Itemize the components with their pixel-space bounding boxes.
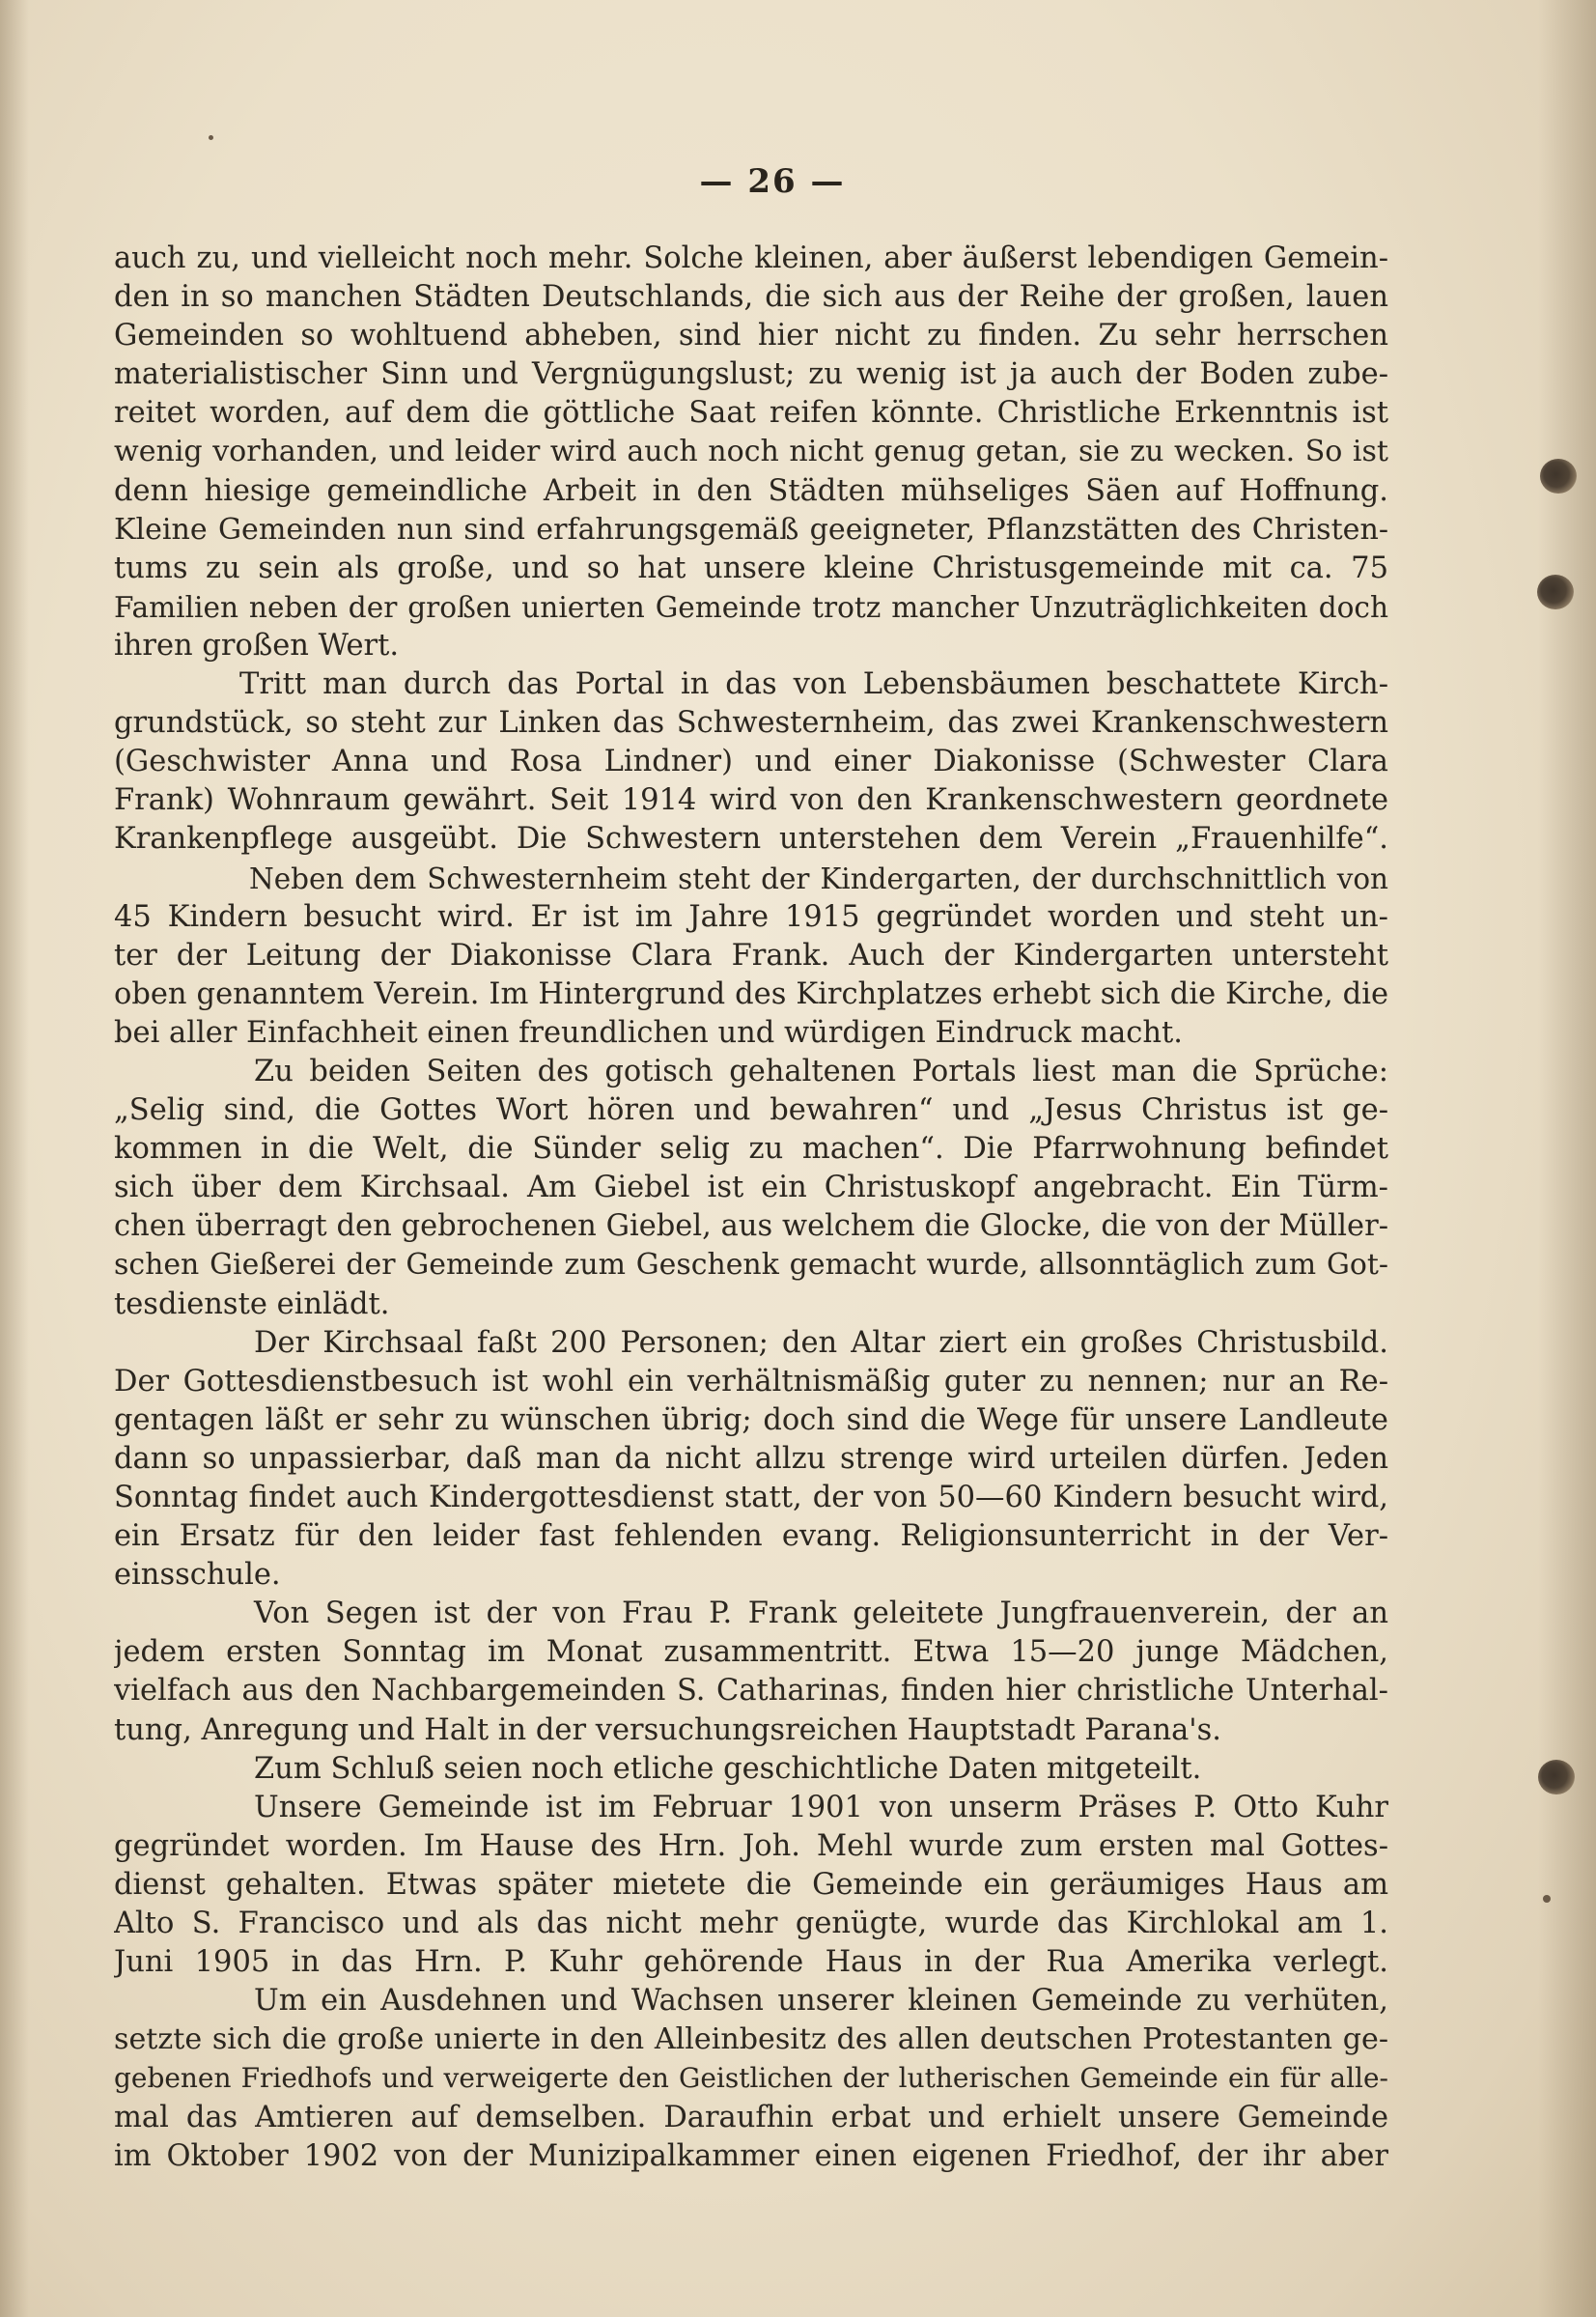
text-line: „Selig sind, die Gottes Wort hören und bewahren“ und „Jesus Christus ist ge- (114, 1093, 1388, 1128)
text-line: kommen in die Welt, die Sünder selig zu machen“. Die Pfarrwohnung befindet (114, 1132, 1388, 1167)
text-line: Juni 1905 in das Hrn. P. Kuhr gehörende Haus in der Rua Amerika verlegt. (114, 1945, 1388, 1980)
text-line: denn hiesige gemeindliche Arbeit in den Städten mühseliges Säen auf Hoffnung. (114, 473, 1388, 508)
binding-hole (1540, 459, 1577, 494)
paper-speck (209, 135, 213, 140)
text-line: ein Ersatz für den leider fast fehlenden evang. Religionsunterricht in der Ver- (114, 1519, 1388, 1554)
text-line: auch zu, und vielleicht noch mehr. Solche kleinen, aber äußerst lebendigen Gemein- (114, 241, 1388, 275)
text-line: Um ein Ausdehnen und Wachsen unserer kleinen Gemeinde zu verhüten, (254, 1984, 1388, 2019)
text-line: bei aller Einfachheit einen freundlichen und würdigen Eindruck macht. (114, 1015, 1183, 1050)
text-line: Zum Schluß seien noch etliche geschichtliche Daten mitgeteilt. (254, 1751, 1202, 1786)
text-line: Tritt man durch das Portal in das von Lebensbäumen beschattete Kirch- (239, 667, 1388, 702)
paper-speck (1543, 1895, 1551, 1903)
text-line: chen überragt den gebrochenen Giebel, aus welchem die Glocke, die von der Müller- (114, 1209, 1388, 1244)
text-line: mal das Amtieren auf demselben. Daraufhin erbat und erhielt unsere Gemeinde (114, 2100, 1388, 2134)
text-line: materialistischer Sinn und Vergnügungslust; zu wenig ist ja auch der Boden zube- (114, 357, 1388, 392)
text-line: im Oktober 1902 von der Munizipalkammer einen eigenen Friedhof, der ihr aber (114, 2138, 1388, 2173)
text-line: reitet worden, auf dem die göttliche Saat reifen könnte. Christliche Erkenntnis ist (114, 396, 1388, 431)
body-text (114, 240, 1388, 2176)
text-line: dann so unpassierbar, daß man da nicht allzu strenge wird urteilen dürfen. Jeden (114, 1441, 1388, 1476)
binding-hole (1538, 1760, 1575, 1794)
text-line: ter der Leitung der Diakonisse Clara Frank. Auch der Kindergarten untersteht (114, 938, 1388, 973)
text-line: dienst gehalten. Etwas später mietete die Gemeinde ein geräumiges Haus am (114, 1867, 1388, 1902)
text-line: tesdienste einlädt. (114, 1286, 390, 1321)
text-line: tums zu sein als große, und so hat unsere kleine Christusgemeinde mit ca. 75 (114, 551, 1388, 585)
text-line: Krankenpflege ausgeübt. Die Schwestern unterstehen dem Verein „Frauenhilfe“. (114, 822, 1388, 857)
text-line: Der Kirchsaal faßt 200 Personen; den Altar ziert ein großes Christusbild. (254, 1325, 1388, 1360)
text-line: Kleine Gemeinden nun sind erfahrungsgemäß geeigneter, Pflanzstätten des Christen- (114, 512, 1388, 547)
text-line: ihren großen Wert. (114, 628, 400, 663)
text-line: Alto S. Francisco und als das nicht mehr genügte, wurde das Kirchlokal am 1. (114, 1907, 1388, 1941)
text-line: vielfach aus den Nachbargemeinden S. Catharinas, finden hier christliche Unterhal- (114, 1674, 1388, 1709)
text-line: Der Gottesdienstbesuch ist wohl ein verhältnismäßig guter zu nennen; nur an Re- (114, 1364, 1388, 1399)
text-line: 45 Kindern besucht wird. Er ist im Jahre 1915 gegründet worden und steht un- (114, 899, 1388, 934)
text-line: Frank) Wohnraum gewährt. Seit 1914 wird von den Krankenschwestern geordnete (114, 783, 1388, 818)
text-line: Unsere Gemeinde ist im Februar 1901 von unserm Präses P. Otto Kuhr (254, 1790, 1388, 1824)
text-line: sich über dem Kirchsaal. Am Giebel ist ein Christuskopf angebracht. Ein Türm- (114, 1171, 1388, 1205)
text-line: gentagen läßt er sehr zu wünschen übrig; doch sind die Wege für unsere Landleute (114, 1402, 1388, 1437)
text-line: tung, Anregung und Halt in der versuchungsreichen Hauptstadt Parana's. (114, 1712, 1221, 1747)
text-line: Gemeinden so wohltuend abheben, sind hier nicht zu finden. Zu sehr herrschen (114, 319, 1388, 353)
text-line: grundstück, so steht zur Linken das Schwesternheim, das zwei Krankenschwestern (114, 706, 1388, 741)
text-line: Familien neben der großen unierten Gemeinde trotz mancher Unzuträglichkeiten doch (114, 590, 1388, 624)
text-line: jedem ersten Sonntag im Monat zusammentritt. Etwa 15—20 junge Mädchen, (114, 1635, 1388, 1670)
text-line: Sonntag findet auch Kindergottesdienst statt, der von 50—60 Kindern besucht wird, (114, 1481, 1388, 1514)
text-line: gebenen Friedhofs und verweigerte den Geistlichen der lutherischen Gemeinde ein für alle- (114, 2062, 1388, 2095)
text-line: Neben dem Schwesternheim steht der Kindergarten, der durchschnittlich von (249, 862, 1388, 895)
text-line: schen Gießerei der Gemeinde zum Geschenk gemacht wurde, allsonntäglich zum Got- (114, 1248, 1388, 1283)
text-line: gegründet worden. Im Hause des Hrn. Joh. Mehl wurde zum ersten mal Gottes- (114, 1828, 1388, 1863)
text-line: wenig vorhanden, und leider wird auch noch nicht genug getan, sie zu wecken. So ist (114, 435, 1388, 469)
text-line: Zu beiden Seiten des gotisch gehaltenen Portals liest man die Sprüche: (254, 1054, 1388, 1088)
binding-hole (1537, 575, 1574, 609)
page-number: — 26 — (699, 162, 846, 201)
text-line: einsschule. (114, 1558, 281, 1593)
text-line: (Geschwister Anna und Rosa Lindner) und einer Diakonisse (Schwester Clara (114, 745, 1388, 779)
text-line: den in so manchen Städten Deutschlands, die sich aus der Reihe der großen, lauen (114, 280, 1388, 315)
text-line: Von Segen ist der von Frau P. Frank geleitete Jungfrauenverein, der an (254, 1596, 1388, 1631)
text-line: oben genanntem Verein. Im Hintergrund des Kirchplatzes erhebt sich die Kirche, die (114, 976, 1388, 1011)
text-line: setzte sich die große unierte in den Alleinbesitz des allen deutschen Protestanten ge- (114, 2022, 1388, 2057)
